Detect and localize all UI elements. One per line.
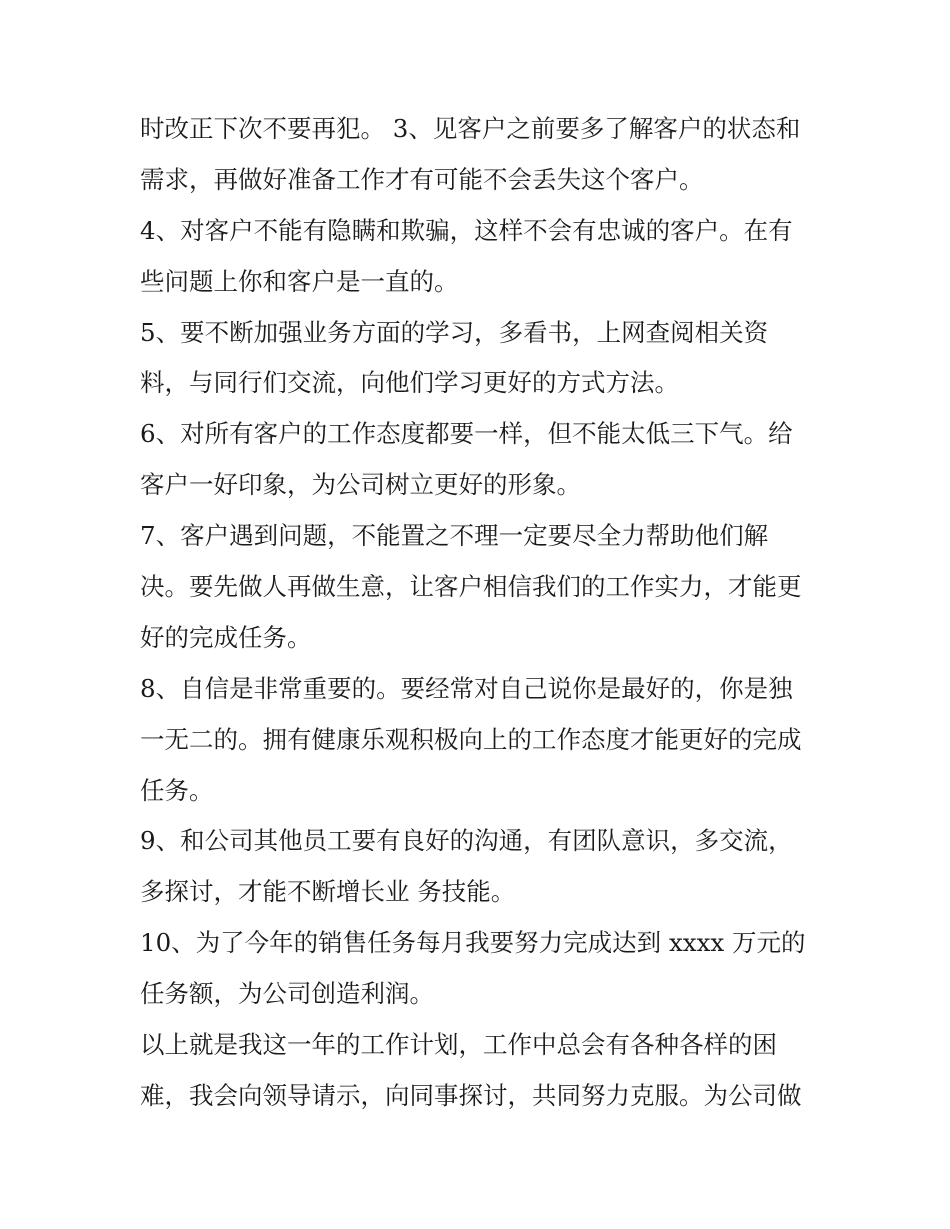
text-line: 料，与同行们交流，向他们学习更好的方式方法。 — [140, 368, 679, 398]
text-line: 6、对所有客户的工作态度都要一样，但不能太低三下气。给 — [140, 419, 793, 449]
text-line: 难，我会向领导请示，向同事探讨，共同努力克服。为公司做 — [140, 1080, 802, 1110]
text-line: 任务额，为公司创造利润。 — [140, 979, 434, 1009]
document-body — [140, 104, 830, 1122]
text-line: 7、客户遇到问题，不能置之不理一定要尽全力帮助他们解 — [140, 521, 769, 551]
text-line: 决。要先做人再做生意，让客户相信我们的工作实力，才能更 — [140, 572, 802, 602]
text-line: 9、和公司其他员工要有良好的沟通，有团队意识，多交流， — [140, 826, 793, 856]
text-line: 任务。 — [140, 775, 214, 805]
text-line: 些问题上你和客户是一直的。 — [140, 266, 459, 296]
text-line: 需求，再做好准备工作才有可能不会丢失这个客户。 — [140, 164, 704, 194]
text-line: 10、为了今年的销售任务每月我要努力完成达到 xxxx 万元的 — [140, 928, 806, 958]
text-line: 客户一好印象，为公司树立更好的形象。 — [140, 470, 581, 500]
text-line: 时改正下次不要再犯。 3、见客户之前要多了解客户的状态和 — [140, 114, 801, 143]
text-line: 4、对客户不能有隐瞒和欺骗，这样不会有忠诚的客户。在有 — [140, 215, 793, 245]
text-line: 8、自信是非常重要的。要经常对自己说你是最好的，你是独 — [140, 673, 793, 703]
text-line: 多探讨，才能不断增长业 务技能。 — [140, 877, 516, 907]
text-line: 一无二的。拥有健康乐观积极向上的工作态度才能更好的完成 — [140, 724, 802, 754]
text-line: 好的完成任务。 — [140, 622, 312, 652]
text-line: 5、要不断加强业务方面的学习，多看书，上网查阅相关资 — [140, 317, 769, 347]
text-line: 以上就是我这一年的工作计划，工作中总会有各种各样的困 — [140, 1030, 777, 1060]
